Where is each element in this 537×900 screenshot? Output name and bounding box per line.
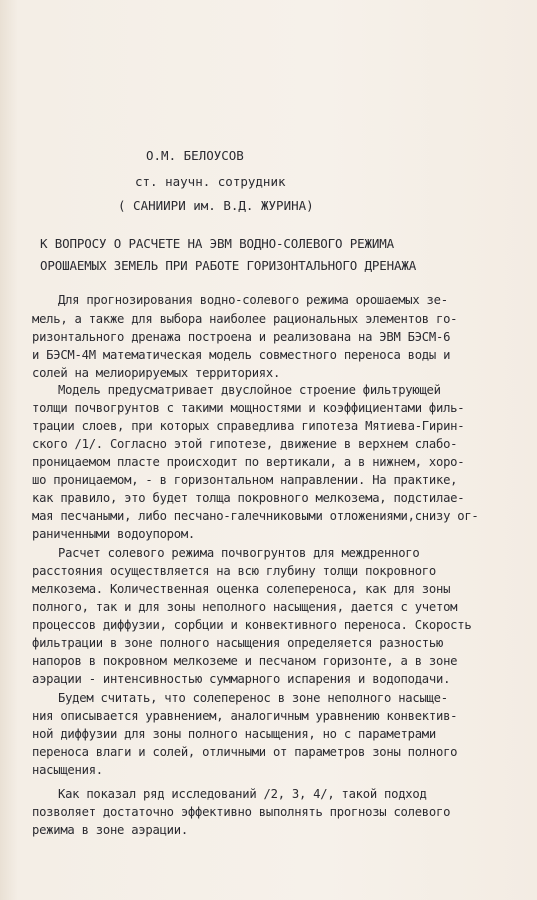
body-line: процессов диффузии, сорбции и конвективного переноса. Скорость xyxy=(32,618,472,632)
body-line: шо проницаемом, - в горизонтальном направлении. На практике, xyxy=(32,473,458,487)
article-title-line-1: К ВОПРОСУ О РАСЧЕТЕ НА ЭВМ ВОДНО-СОЛЕВОГО РЕЖИМА xyxy=(40,236,395,251)
article-title-line-2: ОРОШАЕМЫХ ЗЕМЕЛЬ ПРИ РАБОТЕ ГОРИЗОНТАЛЬНОГО ДРЕНАЖА xyxy=(40,258,417,273)
body-line: ния описывается уравнением, аналогичным уравнению конвектив- xyxy=(32,709,458,723)
body-line: Расчет солевого режима почвогрунтов для междренного xyxy=(58,546,420,560)
body-line: Для прогнозирования водно-солевого режима орошаемых зе- xyxy=(58,293,448,307)
author-name: О.М. БЕЛОУСОВ xyxy=(146,148,244,163)
body-line: ризонтального дренажа построена и реализована на ЭВМ БЭСМ-6 xyxy=(32,330,451,344)
body-line: режима в зоне аэрации. xyxy=(32,823,188,837)
body-line: мель, а также для выбора наиболее рациональных элементов го- xyxy=(32,312,458,326)
body-line: солей на мелиорируемых территориях. xyxy=(32,366,281,380)
body-line: как правило, это будет толща покровного мелкозема, подстилае- xyxy=(32,491,465,505)
author-affiliation: ( САНИИРИ им. В.Д. ЖУРИНА) xyxy=(118,198,314,213)
author-position: ст. научн. сотрудник xyxy=(135,174,286,189)
body-line: Модель предусматривает двуслойное строение фильтрующей xyxy=(58,383,441,397)
body-line: насыщения. xyxy=(32,763,103,777)
body-line: проницаемом пласте происходит по вертикали, а в нижнем, хоро- xyxy=(32,455,465,469)
body-line: фильтрации в зоне полного насыщения определяется разностью xyxy=(32,636,444,650)
body-line: ной диффузии для зоны полного насыщения, но с параметрами xyxy=(32,727,436,741)
body-line: мая песчаными, либо песчано-галечниковыми отложениями,снизу ог- xyxy=(32,509,479,523)
body-line: напоров в покровном мелкоземе и песчаном горизонте, а в зоне xyxy=(32,654,458,668)
body-line: ского /1/. Согласно этой гипотезе, движение в верхнем слабо- xyxy=(32,437,458,451)
body-line: трации слоев, при которых справедлива гипотеза Мятиева-Гирин- xyxy=(32,419,465,433)
body-line: Как показал ряд исследований /2, 3, 4/, такой подход xyxy=(58,787,427,801)
body-line: мелкозема. Количественная оценка солепереноса, как для зоны xyxy=(32,582,451,596)
body-line: позволяет достаточно эффективно выполнять прогнозы солевого xyxy=(32,805,451,819)
body-line: расстояния осуществляется на всю глубину толщи покровного xyxy=(32,564,436,578)
body-line: раниченными водоупором. xyxy=(32,527,196,541)
body-line: полного, так и для зоны неполного насыщения, дается с учетом xyxy=(32,600,458,614)
body-line: переноса влаги и солей, отличными от параметров зоны полного xyxy=(32,745,458,759)
body-line: толщи почвогрунтов с такими мощностями и коэффициентами филь- xyxy=(32,401,465,415)
body-line: Будем считать, что солеперенос в зоне неполного насыще- xyxy=(58,691,448,705)
body-line: и БЭСМ-4М математическая модель совместного переноса воды и xyxy=(32,348,451,362)
body-line: аэрации - интенсивностью суммарного испарения и водоподачи. xyxy=(32,672,451,686)
